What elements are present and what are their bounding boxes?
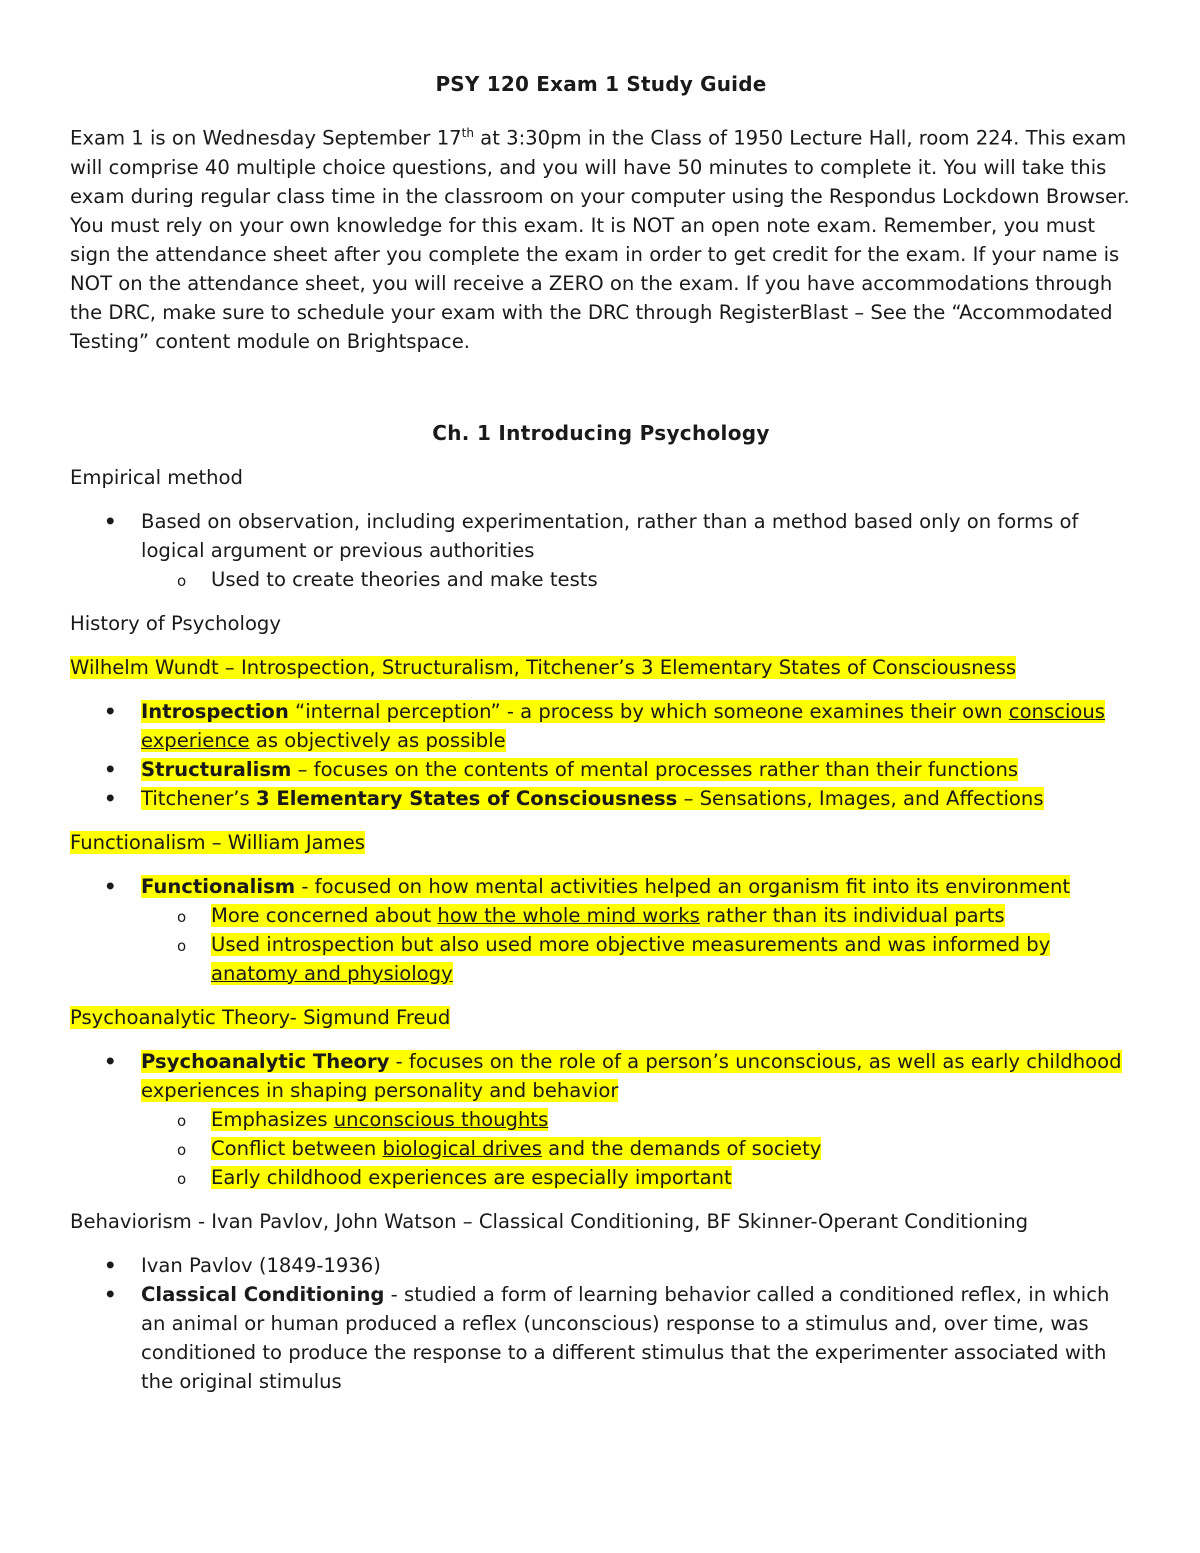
- list-item: [70, 507, 1132, 594]
- intro-paragraph: [70, 119, 1132, 356]
- list-item-text: Titchener’s: [141, 786, 256, 810]
- list-item-text: “internal perception” - a process by which someone examines their own: [288, 699, 1009, 723]
- sub-list-item-text: and the demands of society: [541, 1136, 822, 1160]
- sub-list-item-text: More concerned about: [211, 903, 438, 927]
- underlined-text: anatomy and physiology: [211, 961, 453, 985]
- sub-list-item-text: Early childhood experiences are especially important: [211, 1165, 732, 1189]
- empirical-method-heading: Empirical method: [70, 465, 243, 489]
- list-item: [70, 1280, 1132, 1396]
- sub-list-item: [141, 930, 1132, 988]
- list-item-text: – Sensations, Images, and Affections: [677, 786, 1044, 810]
- document-page: [70, 64, 1132, 1396]
- psychoanalytic-list: [70, 1047, 1132, 1192]
- sub-list-item: [141, 1163, 1132, 1192]
- history-heading: History of Psychology: [70, 611, 281, 635]
- sub-list-item: [141, 1105, 1132, 1134]
- page-title: PSY 120 Exam 1 Study Guide: [435, 72, 767, 96]
- list-item-text: – focuses on the contents of mental processes rather than their functions: [291, 757, 1019, 781]
- list-item-text: Ivan Pavlov (1849-1936): [141, 1253, 381, 1277]
- sub-list-item-text: Used introspection but also used more objective measurements and was informed by: [211, 932, 1051, 956]
- functionalism-heading-text: Functionalism – William James: [70, 830, 365, 854]
- list-item: [70, 784, 1132, 813]
- list-item: [70, 697, 1132, 755]
- sub-list-item: [141, 1134, 1132, 1163]
- sub-list: [141, 565, 1132, 594]
- term-functionalism: Functionalism: [141, 874, 296, 898]
- list-item: [70, 872, 1132, 988]
- list-item: [70, 755, 1132, 784]
- functionalism-list: [70, 872, 1132, 988]
- underlined-text: unconscious thoughts: [333, 1107, 549, 1131]
- sub-list-item: [141, 901, 1132, 930]
- list-item-text: - studied a form of learning behavior called a conditioned reflex, in which an animal or human produced a reflex (unconscious) response to a stimulus and, over time, was conditioned to produce the response to a different stimulus that the experimenter associated with the original stimulus: [141, 1282, 1110, 1393]
- sub-list-item-text: Used to create theories and make tests: [211, 567, 598, 591]
- intro-text-2: at 3:30pm in the Class of 1950 Lecture Hall, room 224. This exam will comprise 40 multiple choice questions, and you will have 50 minutes to complete it. You will take this exam during regular class time in the classroom on your computer using the Respondus Lockdown Browser. You must rely on your own knowledge for this exam. It is NOT an open note exam. Remember, you must sign the attendance sheet after you complete the exam in order to get credit for the exam. If your name is NOT on the attendance sheet, you will receive a ZERO on the exam. If you have accommodations through the DRC, make sure to schedule your exam with the DRC through RegisterBlast – See the “Accommodated Testing” content module on Brightspace.: [70, 126, 1130, 353]
- list-item: [70, 1251, 1132, 1280]
- sub-list-item-text: Emphasizes: [211, 1107, 334, 1131]
- sub-list: [141, 1105, 1132, 1192]
- term-structuralism: Structuralism: [141, 757, 292, 781]
- wundt-heading-text: Wilhelm Wundt – Introspection, Structuralism, Titchener’s 3 Elementary States of Consciousness: [70, 655, 1017, 679]
- list-item-text: as objectively as possible: [249, 728, 506, 752]
- list-item-text: - focused on how mental activities helped an organism fit into its environment: [295, 874, 1071, 898]
- term-classical-conditioning: Classical Conditioning: [141, 1282, 385, 1306]
- empirical-method-list: [70, 507, 1132, 594]
- chapter-heading: Ch. 1 Introducing Psychology: [432, 420, 770, 445]
- psychoanalytic-heading: [70, 1003, 1132, 1032]
- wundt-list: [70, 697, 1132, 813]
- sub-list-item: [141, 565, 1132, 594]
- sub-list-item-text: Conflict between: [211, 1136, 383, 1160]
- intro-text-1: Exam 1 is on Wednesday September 17: [70, 126, 462, 150]
- behaviorism-list: [70, 1251, 1132, 1396]
- behaviorism-heading: Behaviorism - Ivan Pavlov, John Watson – Classical Conditioning, BF Skinner-Operant Conditioning: [70, 1209, 1029, 1233]
- sub-list-item-text: rather than its individual parts: [699, 903, 1005, 927]
- list-item: [70, 1047, 1132, 1192]
- functionalism-heading: [70, 828, 1132, 857]
- intro-superscript: th: [461, 126, 474, 140]
- list-item-text: Based on observation, including experimentation, rather than a method based only on forms of logical argument or previous authorities: [141, 509, 1079, 562]
- underlined-text: conscious experience: [141, 699, 1106, 752]
- sub-list: [141, 901, 1132, 988]
- underlined-text: biological drives: [382, 1136, 542, 1160]
- wundt-heading: [70, 653, 1132, 682]
- underlined-text: how the whole mind works: [437, 903, 700, 927]
- term-introspection: Introspection: [141, 699, 289, 723]
- psychoanalytic-heading-text: Psychoanalytic Theory- Sigmund Freud: [70, 1005, 451, 1029]
- list-item-text: - focuses on the role of a person’s unconscious, as well as early childhood experiences in shaping personality and behavior: [141, 1049, 1122, 1102]
- term-psychoanalytic-theory: Psychoanalytic Theory: [141, 1049, 390, 1073]
- term-elementary-states: 3 Elementary States of Consciousness: [255, 786, 678, 810]
